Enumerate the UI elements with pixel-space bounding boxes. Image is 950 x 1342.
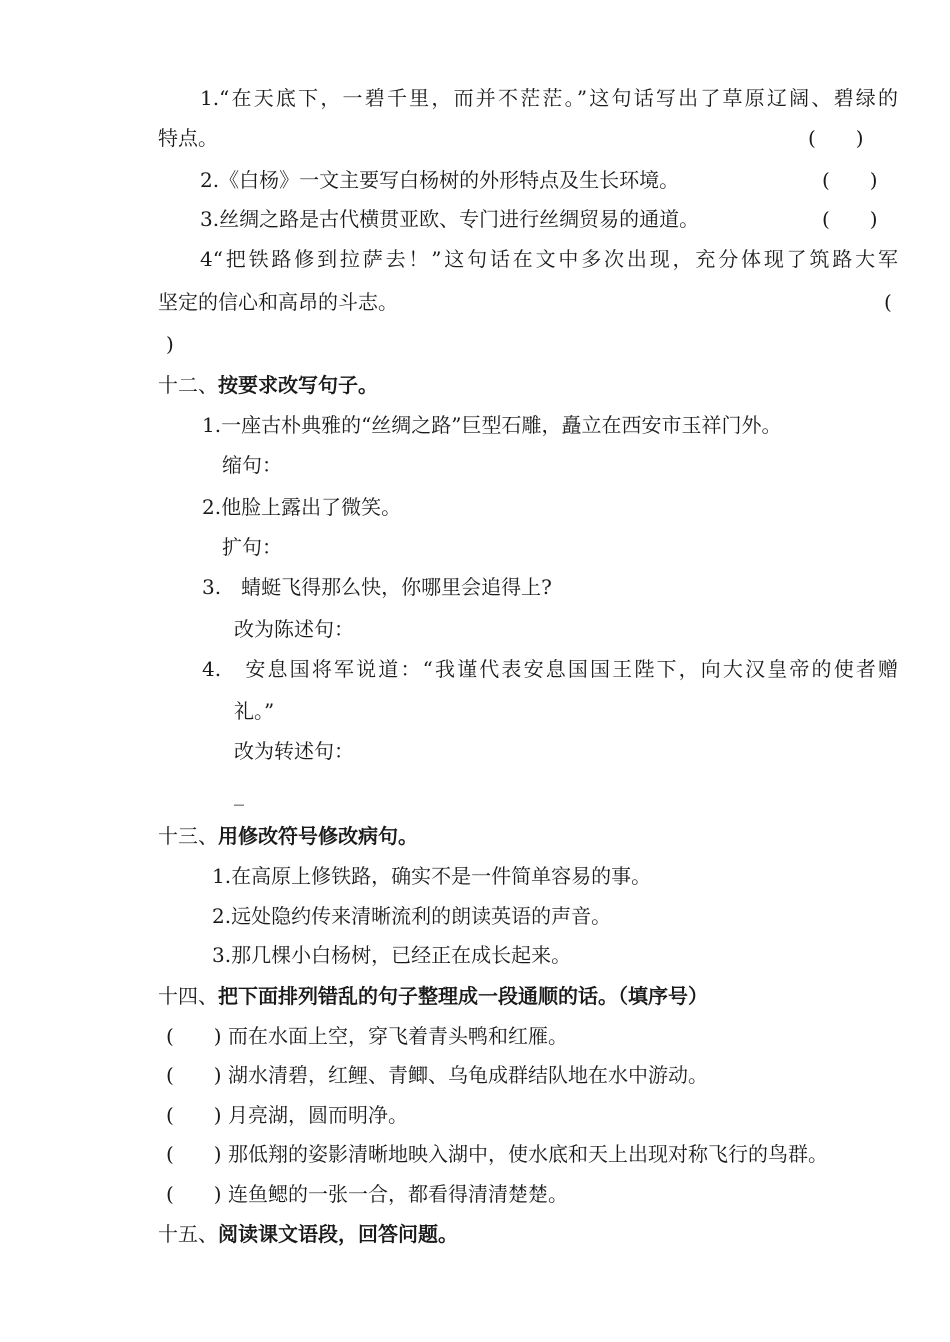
s11-q4-paren-close[interactable]: ) [166, 332, 174, 356]
s14-heading-text: 把下面排列错乱的句子整理成一段通顺的话。（填序号） [218, 984, 708, 1008]
s12-q2-task: 扩句： [222, 535, 282, 559]
s11-q1-answer-paren[interactable]: ( ) [808, 126, 864, 150]
s12-q1-task: 缩句： [222, 453, 282, 477]
s14-item[interactable]: ( ) 月亮湖，圆而明净。 [166, 1103, 408, 1127]
s12-q4-task: 改为转述句： [234, 739, 354, 763]
s15-heading [158, 1220, 458, 1248]
s13-heading-num: 十三、 [158, 824, 218, 848]
s13-q1: 1.在高原上修铁路，确实不是一件简单容易的事。 [212, 864, 652, 888]
s12-heading-num: 十二、 [158, 373, 218, 397]
s12-q2: 2.他脸上露出了微笑。 [202, 495, 402, 519]
s14-item[interactable]: ( ) 那低翔的姿影清晰地映入湖中，使水底和天上出现对称飞行的鸟群。 [166, 1142, 828, 1166]
s11-q2-answer-paren[interactable]: ( ) [822, 168, 878, 192]
s12-q1: 1.一座古朴典雅的“丝绸之路”巨型石雕，矗立在西安市玉祥门外。 [202, 413, 782, 437]
s11-q3-answer-paren[interactable]: ( ) [822, 207, 878, 231]
s15-heading-text: 阅读课文语段，回答问题。 [218, 1222, 458, 1246]
s13-heading [158, 822, 418, 850]
s14-item[interactable]: ( ) 湖水清碧，红鲤、青鲫、乌龟成群结队地在水中游动。 [166, 1063, 708, 1087]
s12-q3-task: 改为陈述句： [234, 617, 354, 641]
s14-heading [158, 982, 708, 1010]
s14-heading-num: 十四、 [158, 984, 218, 1008]
s11-q4-line1: 4“把铁路修到拉萨去！”这句话在文中多次出现，充分体现了筑路大军 [200, 247, 898, 271]
s12-q4-blank[interactable]: _ [234, 782, 244, 806]
s12-q4-line2: 礼。” [234, 699, 275, 723]
s13-q2: 2.远处隐约传来清晰流利的朗读英语的声音。 [212, 904, 612, 928]
s15-heading-num: 十五、 [158, 1222, 218, 1246]
s11-q1-line2: 特点。 [158, 126, 218, 150]
s11-q3: 3.丝绸之路是古代横贯亚欧、专门进行丝绸贸易的通道。 [200, 207, 700, 231]
s14-item[interactable]: ( ) 而在水面上空，穿飞着青头鸭和红雁。 [166, 1024, 568, 1048]
s13-heading-text: 用修改符号修改病句。 [218, 824, 418, 848]
s12-q4-line1: 4. 安息国将军说道：“我谨代表安息国国王陛下，向大汉皇帝的使者赠 [202, 657, 898, 681]
s11-q1-line1: 1.“在天底下，一碧千里，而并不茫茫。”这句话写出了草原辽阔、碧绿的 [200, 86, 898, 110]
s12-q3: 3. 蜻蜓飞得那么快，你哪里会追得上? [202, 575, 552, 599]
s11-q4-paren-open[interactable]: ( [884, 290, 892, 314]
s13-q3: 3.那几棵小白杨树，已经正在成长起来。 [212, 943, 572, 967]
s12-heading-text: 按要求改写句子。 [218, 373, 378, 397]
s11-q2: 2.《白杨》一文主要写白杨树的外形特点及生长环境。 [200, 168, 680, 192]
s12-heading [158, 371, 378, 399]
s14-item[interactable]: ( ) 连鱼鳃的一张一合，都看得清清楚楚。 [166, 1182, 568, 1206]
s11-q4-line2: 坚定的信心和高昂的斗志。 [158, 290, 398, 314]
